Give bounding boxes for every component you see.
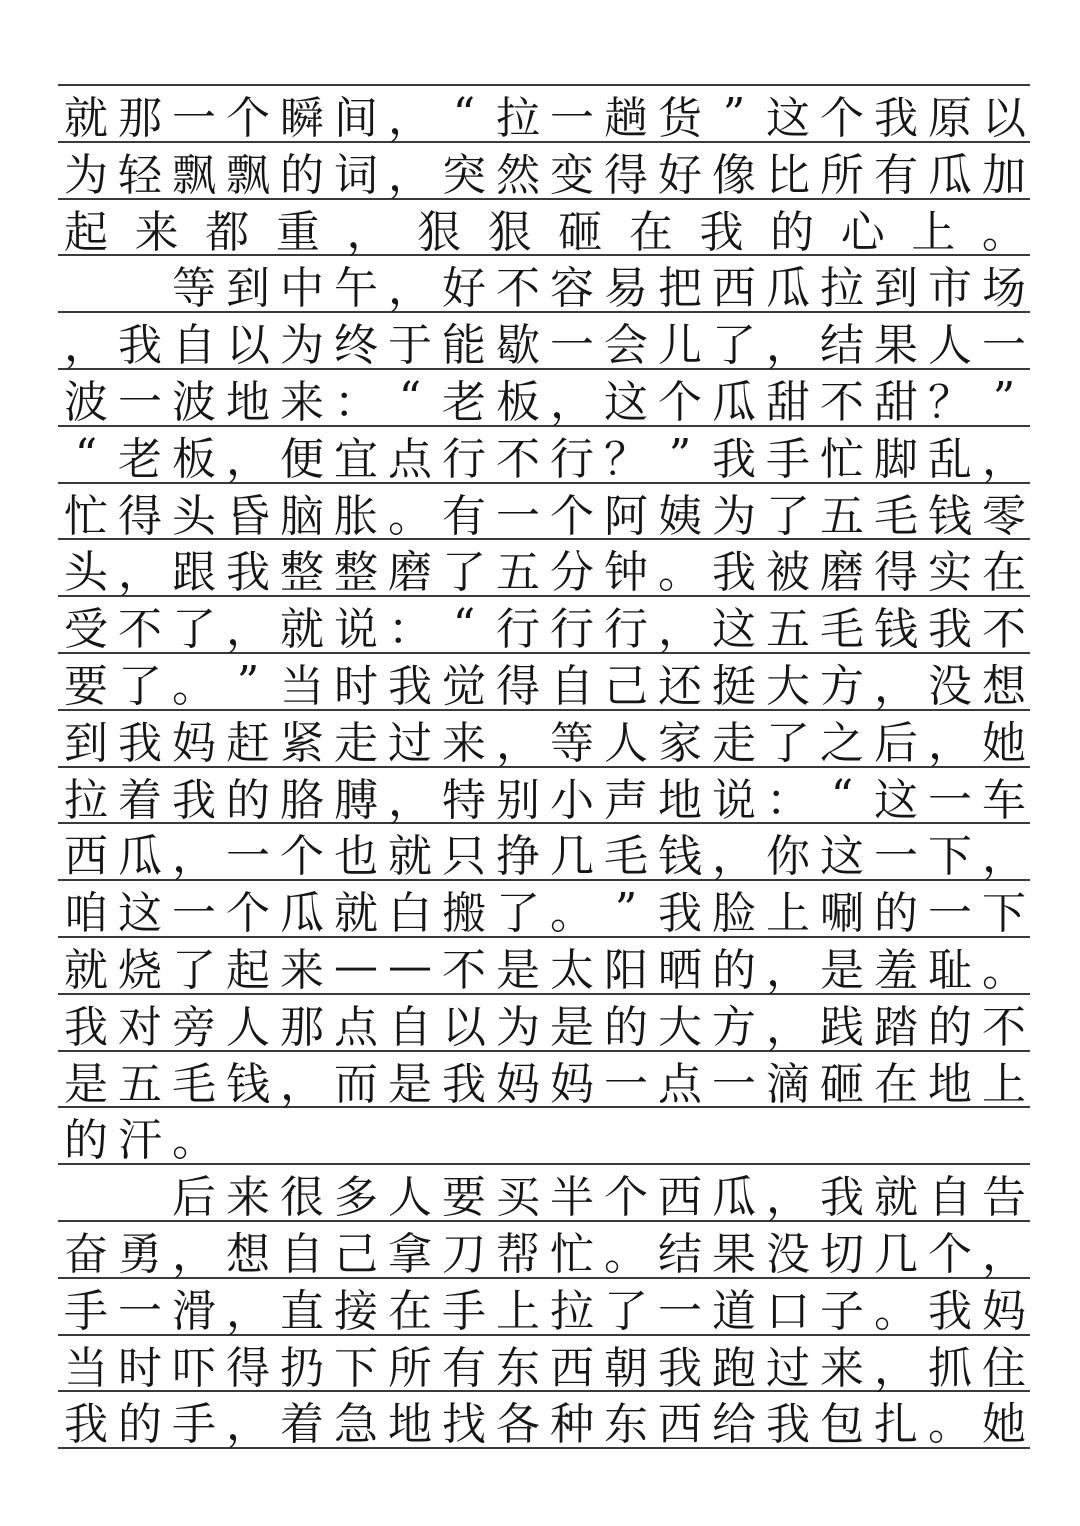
text-line: 西 瓜 ， 一 个 也 就 只 挣 几 毛 钱 ， 你 这 一 下 ， <box>64 831 1026 882</box>
text-line: 拉 着 我 的 胳 膊 ， 特 别 小 声 地 说 ： “ 这 一 车 <box>64 770 1026 826</box>
text-line: 忙 得 头 昏 脑 胀 。 有 一 个 阿 姨 为 了 五 毛 钱 零 <box>64 491 1026 542</box>
text-line: 手 一 滑 ， 直 接 在 手 上 拉 了 一 道 口 子 。 我 妈 <box>64 1286 1026 1337</box>
text-line: “ 老 板 ， 便 宜 点 行 不 行 ？ ” 我 手 忙 脚 乱 ， <box>74 429 1026 485</box>
text-line: 的 汗 。 <box>64 1115 216 1166</box>
text-line: 头 ， 跟 我 整 整 磨 了 五 分 钟 。 我 被 磨 得 实 在 <box>64 547 1026 598</box>
text-line: 我 对 旁 人 那 点 自 以 为 是 的 大 方 ， 践 踏 的 不 <box>64 1002 1026 1053</box>
text-line: 就 那 一 个 瞬 间 ， “ 拉 一 趟 货 ” 这 个 我 原 以 <box>64 88 1026 144</box>
text-line: ， 我 自 以 为 终 于 能 歇 一 会 儿 了 ， 结 果 人 一 <box>64 320 1026 371</box>
text-line: 当 时 吓 得 扔 下 所 有 东 西 朝 我 跑 过 来 ， 抓 住 <box>64 1343 1026 1394</box>
text-line: 到 我 妈 赶 紧 走 过 来 ， 等 人 家 走 了 之 后 ， 她 <box>64 718 1026 769</box>
text-line: 受 不 了 ， 就 说 ： “ 行 行 行 ， 这 五 毛 钱 我 不 <box>64 599 1026 655</box>
text-line: 咱 这 一 个 瓜 就 白 搬 了 。 ” 我 脸 上 唰 的 一 下 <box>64 883 1026 939</box>
text-line: 等 到 中 午 ， 好 不 容 易 把 西 瓜 拉 到 市 场 <box>172 263 1026 314</box>
text-line: 我 的 手 ， 着 急 地 找 各 种 东 西 给 我 包 扎 。 她 <box>64 1399 1026 1450</box>
text-line: 起 来 都 重 ， 狠 狠 砸 在 我 的 心 上 。 <box>64 207 1026 258</box>
text-line: 后 来 很 多 人 要 买 半 个 西 瓜 ， 我 就 自 告 <box>172 1172 1026 1223</box>
text-line: 为 轻 飘 飘 的 词 ， 突 然 变 得 好 像 比 所 有 瓜 加 <box>64 150 1026 201</box>
text-line: 是 五 毛 钱 ， 而 是 我 妈 妈 一 点 一 滴 砸 在 地 上 <box>64 1059 1026 1110</box>
text-line: 奋 勇 ， 想 自 己 拿 刀 帮 忙 。 结 果 没 切 几 个 ， <box>64 1229 1026 1280</box>
text-line: 就 烧 了 起 来 — — 不 是 太 阳 晒 的 ， 是 羞 耻 。 <box>64 940 1026 996</box>
text-line: 要 了 。 ” 当 时 我 觉 得 自 己 还 挺 大 方 ， 没 想 <box>64 656 1026 712</box>
text-line: 波 一 波 地 来 ： “ 老 板 ， 这 个 瓜 甜 不 甜 ？ ” <box>64 372 1016 428</box>
